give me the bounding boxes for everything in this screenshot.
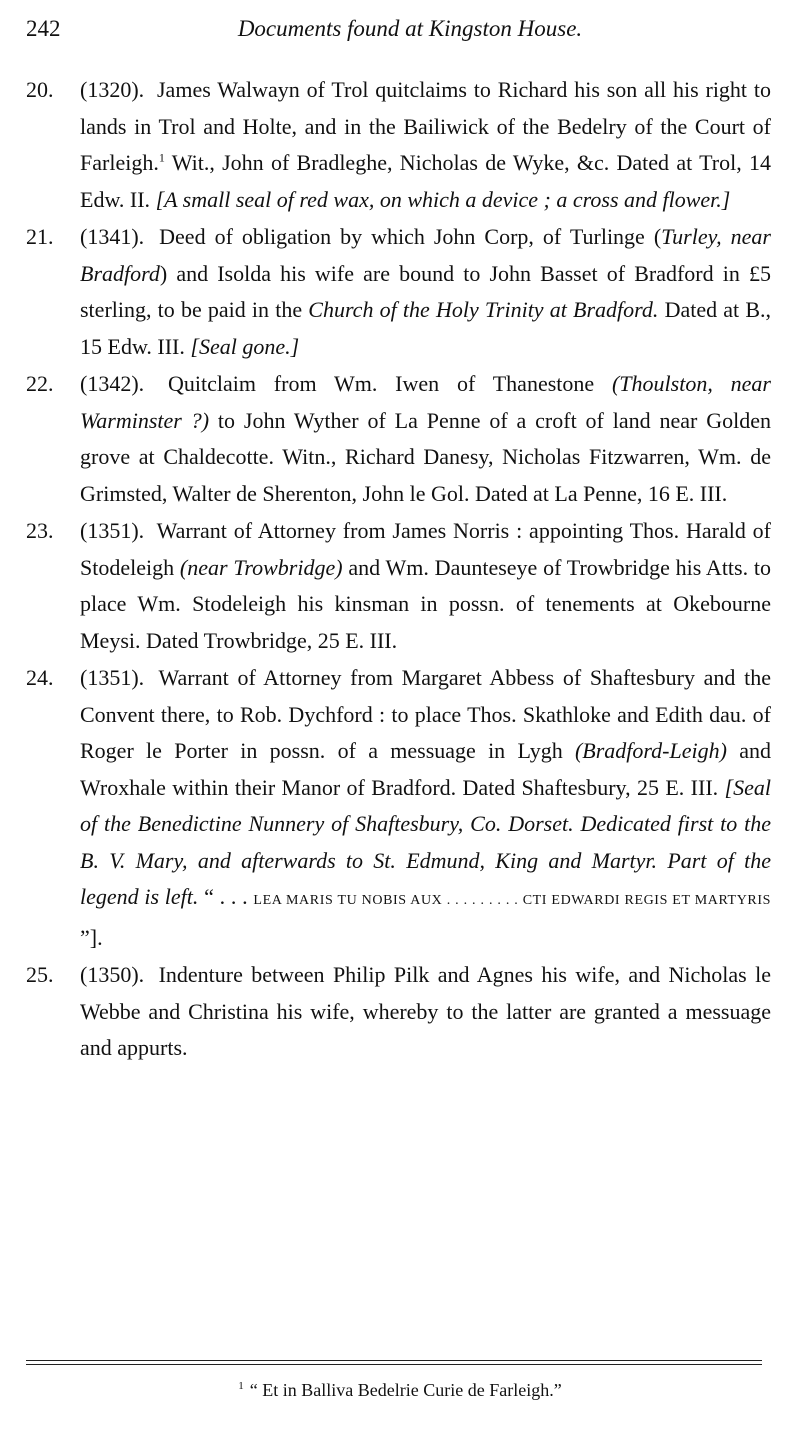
- entry-24: [26, 660, 771, 956]
- entry-23: [26, 513, 771, 659]
- entry-22: [26, 366, 771, 512]
- entry-date: (1351).: [80, 518, 145, 543]
- entry-text: Wit., John of Bradleghe, Nicholas de Wyke, &c. Dated at Trol, 14 Edw. II.: [80, 150, 771, 212]
- entry-italic-text: (near Trowbridge): [179, 554, 343, 580]
- entry-text: Indenture between Philip Pilk and Agnes his wife, and Nicholas le Webbe and Christina his wife, whereby to the latter are granted a messuage and appurts.: [80, 962, 772, 1060]
- entry-italic-text: (Bradford-Leigh): [574, 738, 727, 763]
- entry-date: (1342).: [80, 371, 145, 396]
- entry-italic-text: [Seal gone.]: [190, 333, 300, 359]
- entry-italic-text: Turley, near Bradford: [80, 224, 771, 286]
- footnote-divider-secondary: [26, 1364, 762, 1365]
- entry-date: (1351).: [80, 665, 145, 690]
- entry-21: [26, 219, 771, 365]
- entry-25: [26, 957, 771, 1067]
- entry-text: and Wm. Daunteseye of Trowbridge his Atts. to place Wm. Stodeleigh his kinsman in possn. of tenements at Okebourne Meysi. Dated Trowbridge, 25 E. III.: [80, 554, 772, 653]
- entry-text: Quitclaim from Wm. Iwen of Thanestone: [167, 371, 612, 396]
- seal-legend-text: LEA MARIS TU NOBIS AUX . . . . . . . . . CTI EDWARDI REGIS ET MARTYRIS: [253, 893, 772, 908]
- footnote: [0, 1380, 800, 1401]
- footnote-mark: 1: [238, 1380, 244, 1392]
- entry-text: to John Wyther of La Penne of a croft of land near Golden grove at Chaldecotte. Witn., Richard Danesy, Nicholas Fitzwarren, Wm. de Grimsted, Walter de Sherenton, John le Gol. Dated at La Penne, 16 E. III.: [80, 407, 771, 506]
- entry-number: 25.: [26, 962, 54, 987]
- entry-text: Warrant of Attorney from James Norris : appointing Thos. Harald of Stodeleigh: [80, 518, 772, 580]
- entry-text: ”].: [80, 924, 103, 950]
- entry-text: James Walwayn of Trol quitclaims to Richard his son all his right to lands in Trol and Holte, and in the Bailiwick of the Bedelry of the Court of Farleigh.: [80, 77, 771, 175]
- entry-date: (1320).: [80, 77, 145, 102]
- page-header: [26, 16, 770, 48]
- entry-text: Dated at B., 15 Edw. III.: [80, 297, 771, 359]
- entry-number: 23.: [26, 518, 54, 543]
- footnote-reference: 1: [158, 150, 165, 165]
- entry-italic-text: [A small seal of red wax, on which a device ; a cross and flower.]: [155, 186, 731, 212]
- footnote-text: “ Et in Balliva Bedelrie Curie de Farleigh.”: [249, 1380, 562, 1400]
- entry-number: 24.: [26, 665, 54, 690]
- entry-20: [26, 72, 771, 218]
- entry-date: (1341).: [80, 224, 145, 249]
- footnote-divider: [26, 1360, 762, 1361]
- running-title: Documents found at Kingston House.: [237, 16, 583, 41]
- entry-text: Warrant of Attorney from Margaret Abbess of Shaftesbury and the Convent there, to Rob. Dychford : to place Thos. Skathloke and Edith dau. of Roger le Porter in possn. of a messuage in Lygh: [80, 665, 771, 763]
- document-entries: [26, 72, 771, 1068]
- entry-date: (1350).: [80, 962, 145, 987]
- entry-italic-text: [Seal of the Benedictine Nunnery of Shaftesbury, Co. Dorset. Dedicated first to the B. V. Mary, and afterwards to St. Edmund, King and Martyr. Part of the legend is left.: [80, 774, 771, 909]
- entry-text: “ . . .: [198, 884, 254, 909]
- entry-text: ) and Isolda his wife are bound to John Basset of Bradford in £5 sterling, to be paid in the: [80, 260, 771, 322]
- entry-number: 21.: [26, 224, 54, 249]
- entry-text: Deed of obligation by which John Corp, of Turlinge (: [159, 224, 662, 249]
- entry-number: 20.: [26, 77, 54, 102]
- page-number: 242: [26, 16, 61, 41]
- entry-number: 22.: [26, 371, 54, 396]
- entry-italic-text: Church of the Holy Trinity at Bradford.: [308, 297, 659, 322]
- entry-italic-text: (Thoulston, near Warminster ?): [80, 371, 771, 433]
- entry-text: and Wroxhale within their Manor of Bradford. Dated Shaftesbury, 25 E. III.: [80, 738, 771, 800]
